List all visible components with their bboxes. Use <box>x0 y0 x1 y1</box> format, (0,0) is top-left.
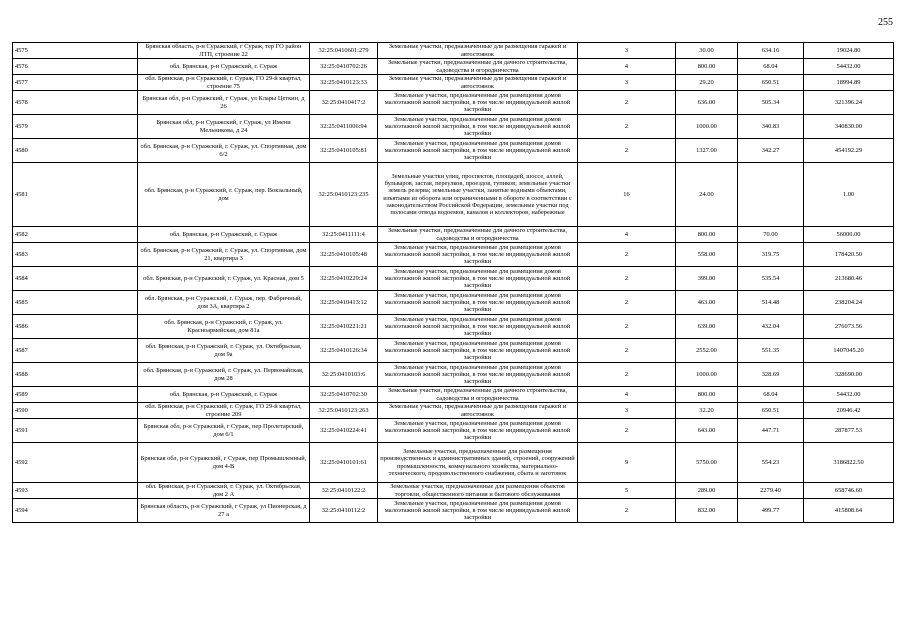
land-registry-table <box>12 42 894 523</box>
row-cadastral-value: 415808.64 <box>804 499 894 523</box>
row-number: 4589 <box>13 387 138 403</box>
row-cadastral-number: 32:25:0410413:12 <box>310 291 378 315</box>
table-row <box>13 43 894 59</box>
row-cadastral-value: 54432.00 <box>804 59 894 75</box>
row-address: обл. Брянская, р-н Суражский, г. Сураж, ул. Первомайская, дом 28 <box>138 363 310 387</box>
row-rate: 535.54 <box>738 267 804 291</box>
row-area: 800.00 <box>676 227 738 243</box>
table-row <box>13 403 894 419</box>
table-row <box>13 267 894 291</box>
row-category: 16 <box>578 163 676 227</box>
row-land-use: Земельные участки, предназначенные для размещения домов малоэтажной жилой застройки, в том числе индивидуальной жилой застройки <box>378 139 578 163</box>
row-land-use: Земельные участки, предназначенные для размещения домов малоэтажной жилой застройки, в том числе индивидуальной жилой застройки <box>378 91 578 115</box>
row-cadastral-value: 340830.00 <box>804 115 894 139</box>
row-number: 4581 <box>13 163 138 227</box>
row-number: 4577 <box>13 75 138 91</box>
row-cadastral-number: 32:25:0411006:94 <box>310 115 378 139</box>
row-cadastral-number: 32:25:0411111:4 <box>310 227 378 243</box>
row-cadastral-value: 1407045.20 <box>804 339 894 363</box>
row-number: 4579 <box>13 115 138 139</box>
row-cadastral-number: 32:25:0410702:26 <box>310 59 378 75</box>
row-category: 2 <box>578 339 676 363</box>
row-number: 4584 <box>13 267 138 291</box>
row-cadastral-number: 32:25:0410105:48 <box>310 243 378 267</box>
row-cadastral-number: 32:25:0410123:235 <box>310 163 378 227</box>
row-cadastral-number: 32:25:0410224:41 <box>310 419 378 443</box>
row-category: 3 <box>578 43 676 59</box>
row-land-use: Земельные участки, предназначенные для размещения производственных и административных зданий, строений, сооружений промышленности, коммунального хозяйства, материально-технического, продовольственного снабжения, сбыта и заготовок <box>378 443 578 483</box>
row-cadastral-number: 32:25:0410101:61 <box>310 443 378 483</box>
row-address: обл. Брянская, р-н Суражский, г. Сураж, ул. Октябрьская, дом 9а <box>138 339 310 363</box>
row-land-use: Земельные участки, предназначенные для дачного строительства, садоводства и огородничества <box>378 387 578 403</box>
row-address: обл. Брянская, р-н Суражский, г. Сураж, пер. Вокзальный, дом <box>138 163 310 227</box>
row-address: Брянская обл, р-н Суражский, г Сураж, ул Имени Мельникова, д 24 <box>138 115 310 139</box>
row-cadastral-value: 238204.24 <box>804 291 894 315</box>
row-area: 2552.00 <box>676 339 738 363</box>
table-row <box>13 419 894 443</box>
row-cadastral-value: 178420.50 <box>804 243 894 267</box>
row-category: 2 <box>578 315 676 339</box>
row-cadastral-number: 32:25:0410229:24 <box>310 267 378 291</box>
row-area: 639.00 <box>676 315 738 339</box>
row-area: 1000.00 <box>676 363 738 387</box>
row-cadastral-value: 658746.60 <box>804 483 894 499</box>
row-cadastral-value: 287877.53 <box>804 419 894 443</box>
row-cadastral-value: 56000.00 <box>804 227 894 243</box>
table-row <box>13 163 894 227</box>
row-rate: 432.04 <box>738 315 804 339</box>
page-number: 255 <box>878 17 893 28</box>
row-number: 4576 <box>13 59 138 75</box>
row-land-use: Земельные участки, предназначенные для дачного строительства, садоводства и огородничества <box>378 59 578 75</box>
table-body <box>13 43 894 523</box>
table-row <box>13 339 894 363</box>
row-number: 4590 <box>13 403 138 419</box>
row-cadastral-number: 32:25:0410123:33 <box>310 75 378 91</box>
row-category: 2 <box>578 419 676 443</box>
row-rate: 70.00 <box>738 227 804 243</box>
row-category: 5 <box>578 483 676 499</box>
row-category: 4 <box>578 227 676 243</box>
row-area: 463.00 <box>676 291 738 315</box>
row-cadastral-number: 32:25:0410105:81 <box>310 139 378 163</box>
row-address: обл. Брянская, р-н Суражский, г. Сураж, пер. Фабричный, дом 3А, квартира 2 <box>138 291 310 315</box>
row-land-use: Земельные участки, предназначенные для размещения домов малоэтажной жилой застройки, в том числе индивидуальной жилой застройки <box>378 291 578 315</box>
row-area: 800.00 <box>676 387 738 403</box>
row-address: Брянская область, р-н Суражский, г Сураж, ул Пионерская, д 27 а <box>138 499 310 523</box>
row-category: 3 <box>578 75 676 91</box>
row-number: 4585 <box>13 291 138 315</box>
row-cadastral-value: 18994.89 <box>804 75 894 91</box>
row-area: 1327.00 <box>676 139 738 163</box>
row-rate: 499.77 <box>738 499 804 523</box>
table-row <box>13 291 894 315</box>
row-address: обл. Брянская, р-н Суражский, г. Сураж, ул. Октябрьская, дом 2 А <box>138 483 310 499</box>
table-row <box>13 75 894 91</box>
row-address: обл. Брянская, р-н Суражский, г. Сураж, ул. Красная, дом 5 <box>138 267 310 291</box>
row-cadastral-number: 32:25:0410123:263 <box>310 403 378 419</box>
row-category: 9 <box>578 443 676 483</box>
row-area: 800.00 <box>676 59 738 75</box>
row-land-use: Земельные участки, предназначенные для размещения домов малоэтажной жилой застройки, в том числе индивидуальной жилой застройки <box>378 339 578 363</box>
row-rate: 554.23 <box>738 443 804 483</box>
row-category: 2 <box>578 363 676 387</box>
row-area: 29.20 <box>676 75 738 91</box>
row-number: 4582 <box>13 227 138 243</box>
table-row <box>13 227 894 243</box>
row-cadastral-value: 328690.00 <box>804 363 894 387</box>
row-category: 2 <box>578 291 676 315</box>
row-cadastral-value: 213680.46 <box>804 267 894 291</box>
row-number: 4587 <box>13 339 138 363</box>
row-number: 4591 <box>13 419 138 443</box>
row-cadastral-value: 321396.24 <box>804 91 894 115</box>
row-land-use: Земельные участки, предназначенные для размещения домов малоэтажной жилой застройки, в том числе индивидуальной жилой застройки <box>378 363 578 387</box>
row-address: Брянская обл, р-н Суражский, г Сураж, ул Клары Цеткин, д 26 <box>138 91 310 115</box>
row-number: 4593 <box>13 483 138 499</box>
row-rate: 319.75 <box>738 243 804 267</box>
row-area: 289.00 <box>676 483 738 499</box>
row-category: 2 <box>578 91 676 115</box>
row-cadastral-value: 1.00 <box>804 163 894 227</box>
row-rate: 2279.40 <box>738 483 804 499</box>
row-address: Брянская область, р-н Суражский, г Сураж, тер ГО район ЛТП, строение 22 <box>138 43 310 59</box>
row-land-use: Земельные участки, предназначенные для размещения гаражей и автостоянок <box>378 403 578 419</box>
row-cadastral-number: 32:25:0410702:30 <box>310 387 378 403</box>
row-number: 4575 <box>13 43 138 59</box>
row-rate: 650.51 <box>738 75 804 91</box>
row-address: обл. Брянская, р-н Суражский, г. Сураж <box>138 227 310 243</box>
row-land-use: Земельные участки, предназначенные для размещения домов малоэтажной жилой застройки, в том числе индивидуальной жилой застройки <box>378 243 578 267</box>
row-land-use: Земельные участки, предназначенные для размещения домов малоэтажной жилой застройки, в том числе индивидуальной жилой застройки <box>378 499 578 523</box>
table-row <box>13 483 894 499</box>
row-rate: 551.35 <box>738 339 804 363</box>
table-row <box>13 443 894 483</box>
row-address: обл. Брянская, р-н Суражский, г. Сураж <box>138 387 310 403</box>
row-cadastral-value: 3186822.50 <box>804 443 894 483</box>
row-cadastral-number: 32:25:0410112:2 <box>310 499 378 523</box>
row-category: 4 <box>578 387 676 403</box>
row-area: 1000.00 <box>676 115 738 139</box>
row-land-use: Земельные участки, предназначенные для размещения гаражей и автостоянок <box>378 43 578 59</box>
row-rate: 342.27 <box>738 139 804 163</box>
row-category: 2 <box>578 115 676 139</box>
row-cadastral-value: 19024.80 <box>804 43 894 59</box>
row-cadastral-number: 32:25:0410221:21 <box>310 315 378 339</box>
row-area: 30.00 <box>676 43 738 59</box>
row-number: 4588 <box>13 363 138 387</box>
row-land-use: Земельные участки, предназначенные для размещения домов малоэтажной жилой застройки, в том числе индивидуальной жилой застройки <box>378 115 578 139</box>
row-rate: 447.71 <box>738 419 804 443</box>
row-address: Брянская обл, р-н Суражский, г Сураж, пер Пролетарский, дом 6/1 <box>138 419 310 443</box>
row-area: 643.00 <box>676 419 738 443</box>
row-cadastral-number: 32:25:0410126:34 <box>310 339 378 363</box>
row-area: 636.00 <box>676 91 738 115</box>
row-land-use: Земельные участки улиц, проспектов, площадей, шоссе, аллей, бульваров, застав, переулков, проездов, тупиков; земельные участки земель резерва; земельные участки, занятые водными объектами, изъятыми из оборота или ограниченными в обороте в соответствии с законодательством Российской Федерации, земельные участки под полосами отвода водоемов, каналов и коллекторов, набережные <box>378 163 578 227</box>
table-row <box>13 115 894 139</box>
row-area: 32.20 <box>676 403 738 419</box>
row-area: 558.00 <box>676 243 738 267</box>
row-rate: 328.69 <box>738 363 804 387</box>
row-land-use: Земельные участки, предназначенные для размещения объектов торговли, общественного питания и бытового обслуживания <box>378 483 578 499</box>
row-cadastral-number: 32:25:0410103:6 <box>310 363 378 387</box>
row-category: 2 <box>578 267 676 291</box>
row-area: 24.00 <box>676 163 738 227</box>
row-rate: 340.83 <box>738 115 804 139</box>
row-land-use: Земельные участки, предназначенные для размещения домов малоэтажной жилой застройки, в том числе индивидуальной жилой застройки <box>378 267 578 291</box>
row-number: 4592 <box>13 443 138 483</box>
table-row <box>13 139 894 163</box>
row-category: 4 <box>578 59 676 75</box>
row-rate: 505.34 <box>738 91 804 115</box>
row-address: обл. Брянская, р-н Суражский, г. Сураж <box>138 59 310 75</box>
row-address: обл. Брянская, р-н Суражский, г. Сураж, ГО 29-й квартал, строение 75 <box>138 75 310 91</box>
row-rate: 650.51 <box>738 403 804 419</box>
row-cadastral-number: 32:25:0410601:279 <box>310 43 378 59</box>
table-row <box>13 91 894 115</box>
table-row <box>13 315 894 339</box>
row-land-use: Земельные участки, предназначенные для размещения гаражей и автостоянок <box>378 75 578 91</box>
row-number: 4578 <box>13 91 138 115</box>
row-rate: 634.16 <box>738 43 804 59</box>
row-number: 4594 <box>13 499 138 523</box>
row-address: обл. Брянская, р-н Суражский, г. Сураж, ул. Спортивная, дом 21, квартира 3 <box>138 243 310 267</box>
row-category: 2 <box>578 243 676 267</box>
row-address: обл. Брянская, р-н Суражский, г. Сураж, ГО 29-й квартал, строение 209 <box>138 403 310 419</box>
table-row <box>13 499 894 523</box>
row-area: 832.00 <box>676 499 738 523</box>
row-cadastral-value: 276073.56 <box>804 315 894 339</box>
row-category: 2 <box>578 499 676 523</box>
row-number: 4580 <box>13 139 138 163</box>
row-cadastral-value: 54432.00 <box>804 387 894 403</box>
row-number: 4586 <box>13 315 138 339</box>
row-land-use: Земельные участки, предназначенные для размещения домов малоэтажной жилой застройки, в том числе индивидуальной жилой застройки <box>378 315 578 339</box>
row-cadastral-value: 20946.42 <box>804 403 894 419</box>
row-address: Брянская обл, р-н Суражский, г Сураж, пер Промышленный, дом 4-В <box>138 443 310 483</box>
row-area: 5750.00 <box>676 443 738 483</box>
row-category: 2 <box>578 139 676 163</box>
row-land-use: Земельные участки, предназначенные для дачного строительства, садоводства и огородничества <box>378 227 578 243</box>
row-cadastral-number: 32:25:0410417:2 <box>310 91 378 115</box>
table-row <box>13 243 894 267</box>
row-cadastral-number: 32:25:0410122:2 <box>310 483 378 499</box>
row-area: 399.00 <box>676 267 738 291</box>
row-address: обл. Брянская, р-н Суражский, г. Сураж, ул. Спортивная, дом 6/2 <box>138 139 310 163</box>
row-cadastral-value: 454192.29 <box>804 139 894 163</box>
row-rate: 68.04 <box>738 387 804 403</box>
row-category: 3 <box>578 403 676 419</box>
row-number: 4583 <box>13 243 138 267</box>
row-rate: 514.48 <box>738 291 804 315</box>
row-rate <box>738 163 804 227</box>
row-rate: 68.04 <box>738 59 804 75</box>
table-row <box>13 387 894 403</box>
row-address: обл. Брянская, р-н Суражский, г. Сураж, ул. Красноармейская, дом 81а <box>138 315 310 339</box>
table-row <box>13 363 894 387</box>
table-row <box>13 59 894 75</box>
row-land-use: Земельные участки, предназначенные для размещения домов малоэтажной жилой застройки, в том числе индивидуальной жилой застройки <box>378 419 578 443</box>
